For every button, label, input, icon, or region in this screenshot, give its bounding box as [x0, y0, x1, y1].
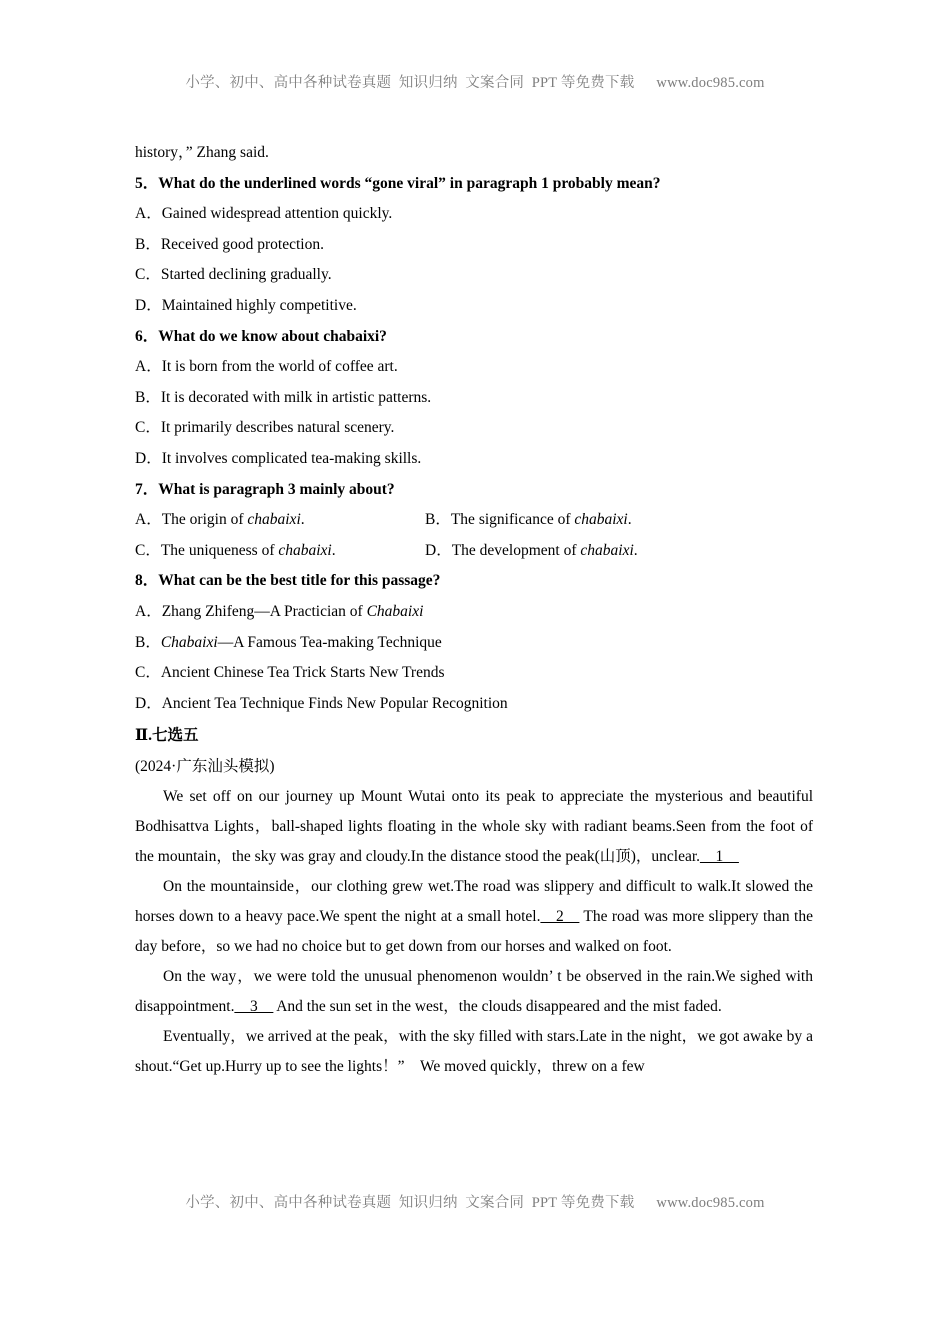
question-7-stem-text: What is paragraph 3 mainly about?	[158, 480, 395, 498]
option-letter: C．	[135, 266, 161, 284]
option-letter: A．	[135, 602, 162, 620]
option-text-post: —A Famous Tea-making Technique	[217, 633, 442, 651]
option-letter: C．	[135, 664, 161, 682]
paragraph-text: On the mountainside，our clothing grew wet.The road was slippery and difficult to walk.It slowed the horses down to a heavy pace.We spent the night at a small hotel.	[135, 878, 813, 926]
option-text-pre: The significance of	[450, 511, 575, 529]
answer-blank-1[interactable]: __1__	[700, 848, 739, 866]
option-letter: D．	[425, 541, 452, 559]
option-text-pre: Zhang Zhifeng—A Practician of	[161, 602, 367, 620]
option-text-post: .	[331, 541, 336, 559]
question-7-options-row-1	[135, 505, 813, 536]
option-text: Received good protection.	[160, 235, 324, 253]
header-watermark-url: www.doc985.com	[656, 75, 765, 91]
option-letter: B．	[135, 388, 161, 406]
question-6-stem-text: What do we know about chabaixi?	[158, 327, 387, 345]
question-5-option-c[interactable]	[135, 260, 813, 291]
question-8-option-a[interactable]	[135, 597, 813, 628]
option-text-pre: The uniqueness of	[160, 541, 279, 559]
option-letter: B．	[135, 633, 161, 651]
document-content	[135, 138, 813, 1082]
question-7-number: 7．	[135, 480, 159, 498]
question-8-option-c[interactable]	[135, 658, 813, 689]
question-6-option-a[interactable]	[135, 352, 813, 383]
option-text-italic: chabaixi	[247, 511, 301, 529]
option-text-italic: chabaixi	[278, 541, 332, 559]
passage-paragraph-2	[135, 872, 813, 962]
question-6-option-b[interactable]	[135, 383, 813, 414]
option-text-italic: chabaixi	[580, 541, 634, 559]
option-text-pre: Ancient Chinese Tea Trick Starts New Trends	[160, 664, 445, 682]
paragraph-text: On the way，we were told the unusual phenomenon wouldn’ t be observed in the rain.We sighed with disappointment.	[135, 968, 813, 1016]
question-7-stem	[135, 475, 813, 506]
option-text-post: .	[633, 541, 638, 559]
answer-blank-2[interactable]: __2__	[540, 908, 580, 926]
paragraph-text: Eventually，we arrived at the peak，with the sky filled with stars.Late in the night，we got awake by a shout.“Get up.Hurry up to see the lights！” We moved quickly，threw on a few	[135, 1028, 813, 1076]
option-letter: B．	[425, 511, 451, 529]
option-text-post: .	[300, 511, 305, 529]
section-heading: Ⅱ.七选五	[135, 727, 199, 745]
question-7-option-d[interactable]	[425, 536, 805, 567]
header-watermark	[0, 71, 950, 92]
question-8-option-b[interactable]	[135, 628, 813, 659]
option-text-pre: The origin of	[161, 511, 248, 529]
continued-text: history，” Zhang said.	[135, 144, 269, 161]
option-letter: A．	[135, 358, 162, 376]
option-letter: C．	[135, 541, 161, 559]
answer-blank-3[interactable]: __3__	[234, 998, 274, 1016]
question-5-stem	[135, 169, 813, 200]
question-7-option-a[interactable]	[135, 505, 425, 536]
option-text-pre: Ancient Tea Technique Finds New Popular Recognition	[161, 694, 508, 712]
footer-watermark-text: 小学、初中、高中各种试卷真题 知识归纳 文案合同 PPT 等免费下载	[185, 1195, 635, 1211]
question-6-number: 6．	[135, 327, 159, 345]
paragraph-text: The road was more slippery than the day before，so we had no choice but to get down from our horses and walked on foot.	[135, 908, 813, 956]
option-letter: B．	[135, 235, 161, 253]
option-text: Maintained highly competitive.	[161, 296, 357, 314]
option-letter: D．	[135, 449, 162, 467]
question-8-stem	[135, 566, 813, 597]
option-letter: D．	[135, 694, 162, 712]
passage-paragraph-3	[135, 962, 813, 1022]
question-5-option-d[interactable]	[135, 291, 813, 322]
header-watermark-text: 小学、初中、高中各种试卷真题 知识归纳 文案合同 PPT 等免费下载	[185, 75, 635, 91]
option-letter: C．	[135, 419, 161, 437]
question-8-option-d[interactable]	[135, 689, 813, 720]
option-letter: A．	[135, 511, 162, 529]
option-letter: A．	[135, 205, 162, 223]
passage-paragraph-4	[135, 1022, 813, 1082]
question-6-option-d[interactable]	[135, 444, 813, 475]
option-text-italic: Chabaixi	[160, 633, 218, 651]
option-text: It is born from the world of coffee art.	[161, 358, 398, 376]
question-5-option-a[interactable]	[135, 199, 813, 230]
question-7-option-b[interactable]	[425, 505, 805, 536]
passage-paragraph-1	[135, 782, 813, 872]
section-source: (2024·广东汕头模拟)	[135, 757, 275, 775]
question-7-options-row-2	[135, 536, 813, 567]
option-text: It is decorated with milk in artistic patterns.	[160, 388, 432, 406]
option-text: Started declining gradually.	[160, 266, 332, 284]
question-8-stem-text: What can be the best title for this passage?	[158, 572, 441, 590]
paragraph-text: We set off on our journey up Mount Wutai onto its peak to appreciate the mysterious and beautiful Bodhisattva Lights，ball-shaped lights floating in the whole sky with radiant beams.Seen from the foot of the mountain，the sky was gray and cloudy.In the distance stood the peak(山顶)，unclear.	[135, 788, 813, 866]
option-letter: D．	[135, 296, 162, 314]
footer-watermark-url: www.doc985.com	[656, 1195, 765, 1211]
option-text: It involves complicated tea-making skills.	[161, 449, 422, 467]
option-text: It primarily describes natural scenery.	[160, 419, 395, 437]
question-5-stem-text: What do the underlined words “gone viral” in paragraph 1 probably mean?	[158, 174, 661, 192]
question-8-number: 8．	[135, 572, 159, 590]
footer-watermark	[0, 1191, 950, 1212]
question-5-option-b[interactable]	[135, 230, 813, 261]
question-5-number: 5．	[135, 174, 159, 192]
option-text-italic: chabaixi	[574, 511, 628, 529]
option-text-pre: The development of	[451, 541, 581, 559]
question-7-option-c[interactable]	[135, 536, 425, 567]
question-6-stem	[135, 322, 813, 353]
option-text: Gained widespread attention quickly.	[161, 205, 393, 223]
question-6-option-c[interactable]	[135, 413, 813, 444]
option-text-post: .	[627, 511, 632, 529]
option-text-italic: Chabaixi	[366, 602, 424, 620]
paragraph-text: And the sun set in the west，the clouds disappeared and the mist faded.	[273, 998, 722, 1016]
